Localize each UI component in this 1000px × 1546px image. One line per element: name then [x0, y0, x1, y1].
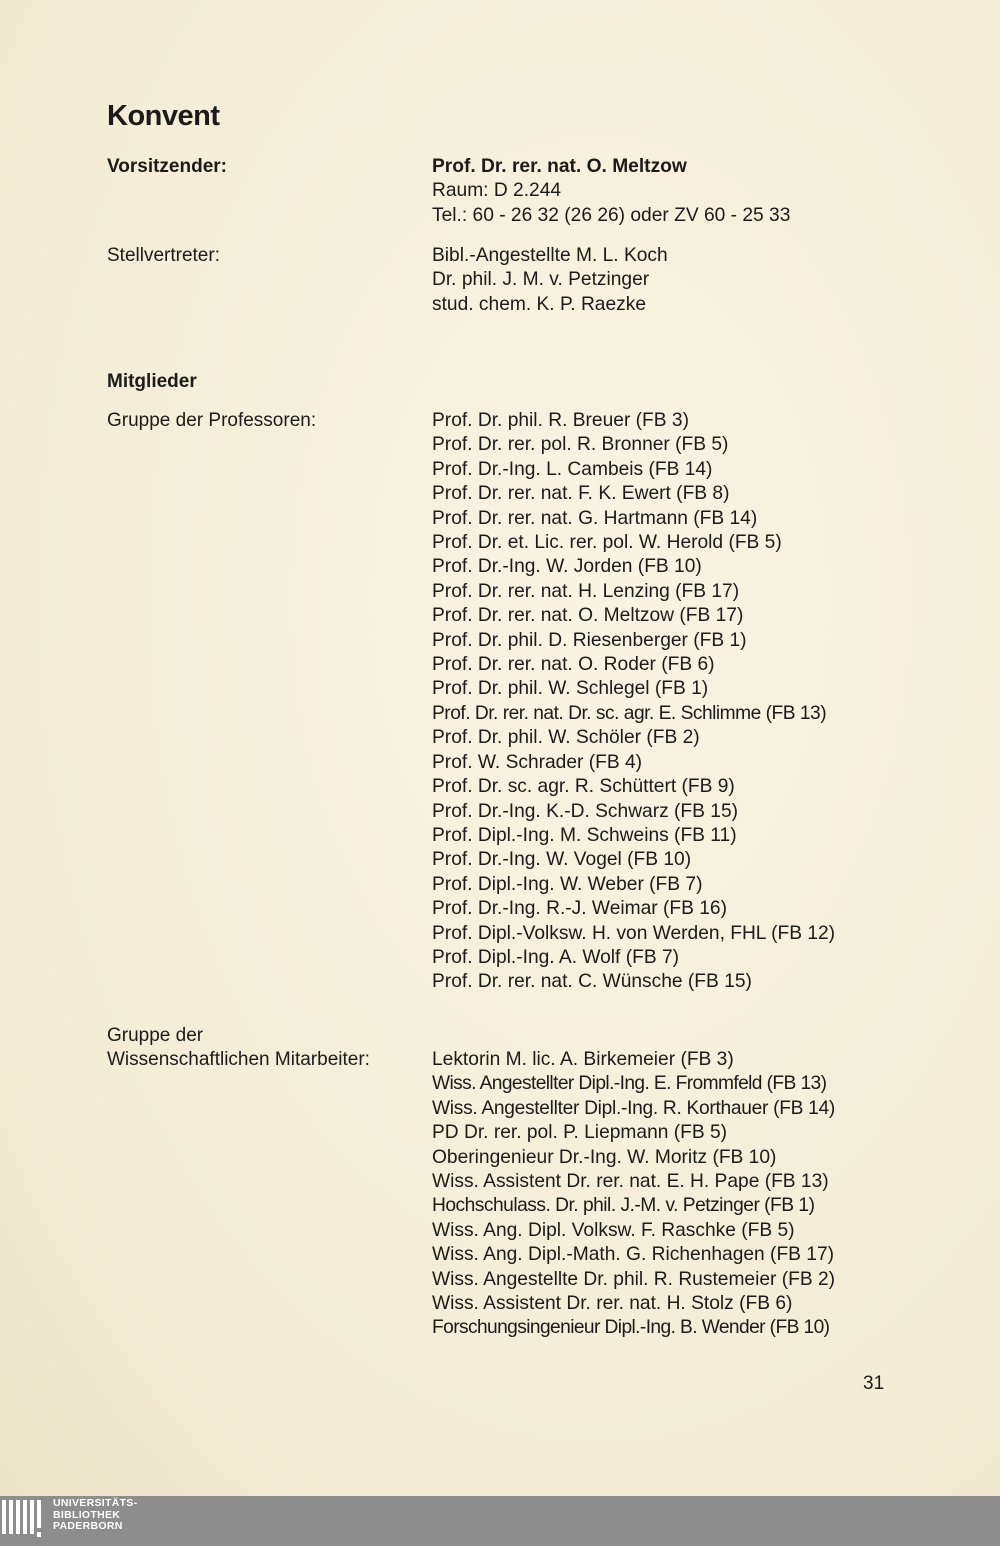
deputies-label: Stellvertreter: [107, 245, 220, 266]
library-footer-bar [0, 1496, 1000, 1546]
list-item: Wiss. Assistent Dr. rer. nat. H. Stolz (FB 6) [432, 1293, 793, 1315]
library-logo-icon [2, 1500, 46, 1542]
list-item: Prof. Dipl.-Ing. W. Weber (FB 7) [432, 873, 703, 895]
page-number: 31 [863, 1373, 885, 1394]
list-item: Oberingenieur Dr.-Ing. W. Moritz (FB 10) [432, 1146, 777, 1168]
list-item: Lektorin M. lic. A. Birkemeier (FB 3) [432, 1049, 734, 1070]
professors-list [432, 409, 835, 995]
deputies-list [432, 244, 668, 317]
staff-label-line1: Gruppe der [107, 1025, 204, 1046]
chair-room: Raum: D 2.244 [432, 180, 562, 202]
list-item: Prof. W. Schrader (FB 4) [432, 751, 643, 773]
logo-line: BIBLIOTHEK [53, 1508, 121, 1521]
chair-name: Prof. Dr. rer. nat. O. Meltzow [432, 156, 687, 177]
list-item: Prof. Dr. phil. W. Schlegel (FB 1) [432, 678, 709, 700]
list-item: Wiss. Ang. Dipl. Volksw. F. Raschke (FB 5) [432, 1219, 795, 1241]
list-item: Wiss. Ang. Dipl.-Math. G. Richenhagen (FB 17) [432, 1244, 835, 1266]
chair-phone: Tel.: 60 - 26 32 (26 26) oder ZV 60 - 25 33 [432, 204, 791, 226]
list-item: stud. chem. K. P. Raezke [432, 293, 647, 315]
list-item: Prof. Dr. phil. R. Breuer (FB 3) [432, 410, 689, 431]
list-item: Dr. phil. J. M. v. Petzinger [432, 269, 650, 291]
list-item: Prof. Dr. rer. nat. H. Lenzing (FB 17) [432, 580, 740, 602]
logo-line: UNIVERSITÄTS- [53, 1497, 138, 1509]
list-item: Prof. Dr. rer. nat. O. Roder (FB 6) [432, 654, 715, 676]
list-item: Hochschulass. Dr. phil. J.-M. v. Petzinger (FB 1) [432, 1195, 815, 1217]
list-item: Prof. Dipl.-Ing. A. Wolf (FB 7) [432, 946, 680, 968]
list-item: Prof. Dr.-Ing. W. Vogel (FB 10) [432, 849, 692, 871]
list-item: Prof. Dr.-Ing. L. Cambeis (FB 14) [432, 458, 713, 480]
page-title: Konvent [107, 100, 220, 132]
list-item: Prof. Dr. rer. nat. O. Meltzow (FB 17) [432, 605, 744, 627]
list-item: Wiss. Angestellte Dr. phil. R. Rustemeier (FB 2) [432, 1268, 836, 1290]
list-item: Wiss. Angestellter Dipl.-Ing. R. Korthauer (FB 14) [432, 1097, 836, 1119]
list-item: Wiss. Angestellter Dipl.-Ing. E. Frommfeld (FB 13) [432, 1073, 827, 1095]
list-item: Prof. Dr. rer. pol. R. Bronner (FB 5) [432, 434, 729, 456]
list-item: Forschungsingenieur Dipl.-Ing. B. Wender (FB 10) [432, 1317, 830, 1339]
logo-line: PADERBORN [53, 1520, 123, 1532]
list-item: Prof. Dipl.-Ing. M. Schweins (FB 11) [432, 824, 737, 846]
list-item: Prof. Dr. rer. nat. G. Hartmann (FB 14) [432, 507, 758, 529]
list-item: Bibl.-Angestellte M. L. Koch [432, 245, 668, 266]
list-item: Prof. Dr. phil. D. Riesenberger (FB 1) [432, 629, 747, 651]
list-item: Prof. Dr. rer. nat. C. Wünsche (FB 15) [432, 971, 752, 993]
chair-label: Vorsitzender: [107, 156, 228, 177]
chair-block [432, 155, 790, 228]
list-item: Wiss. Assistent Dr. rer. nat. E. H. Pape (FB 13) [432, 1171, 829, 1193]
list-item: Prof. Dr.-Ing. K.-D. Schwarz (FB 15) [432, 800, 739, 822]
list-item: Prof. Dr. et. Lic. rer. pol. W. Herold (FB 5) [432, 532, 782, 554]
list-item: PD Dr. rer. pol. P. Liepmann (FB 5) [432, 1122, 728, 1144]
list-item: Prof. Dr.-Ing. W. Jorden (FB 10) [432, 556, 702, 578]
list-item: Prof. Dipl.-Volksw. H. von Werden, FHL (FB 12) [432, 922, 836, 944]
staff-list [432, 1048, 835, 1341]
list-item: Prof. Dr. rer. nat. Dr. sc. agr. E. Schlimme (FB 13) [432, 702, 827, 724]
list-item: Prof. Dr. sc. agr. R. Schüttert (FB 9) [432, 776, 735, 798]
members-heading: Mitglieder [107, 371, 197, 392]
staff-label-line2: Wissenschaftlichen Mitarbeiter: [107, 1049, 370, 1070]
library-logo-text [53, 1498, 137, 1533]
list-item: Prof. Dr. phil. W. Schöler (FB 2) [432, 727, 700, 749]
list-item: Prof. Dr.-Ing. R.-J. Weimar (FB 16) [432, 898, 727, 920]
list-item: Prof. Dr. rer. nat. F. K. Ewert (FB 8) [432, 483, 730, 505]
professors-label: Gruppe der Professoren: [107, 410, 317, 431]
